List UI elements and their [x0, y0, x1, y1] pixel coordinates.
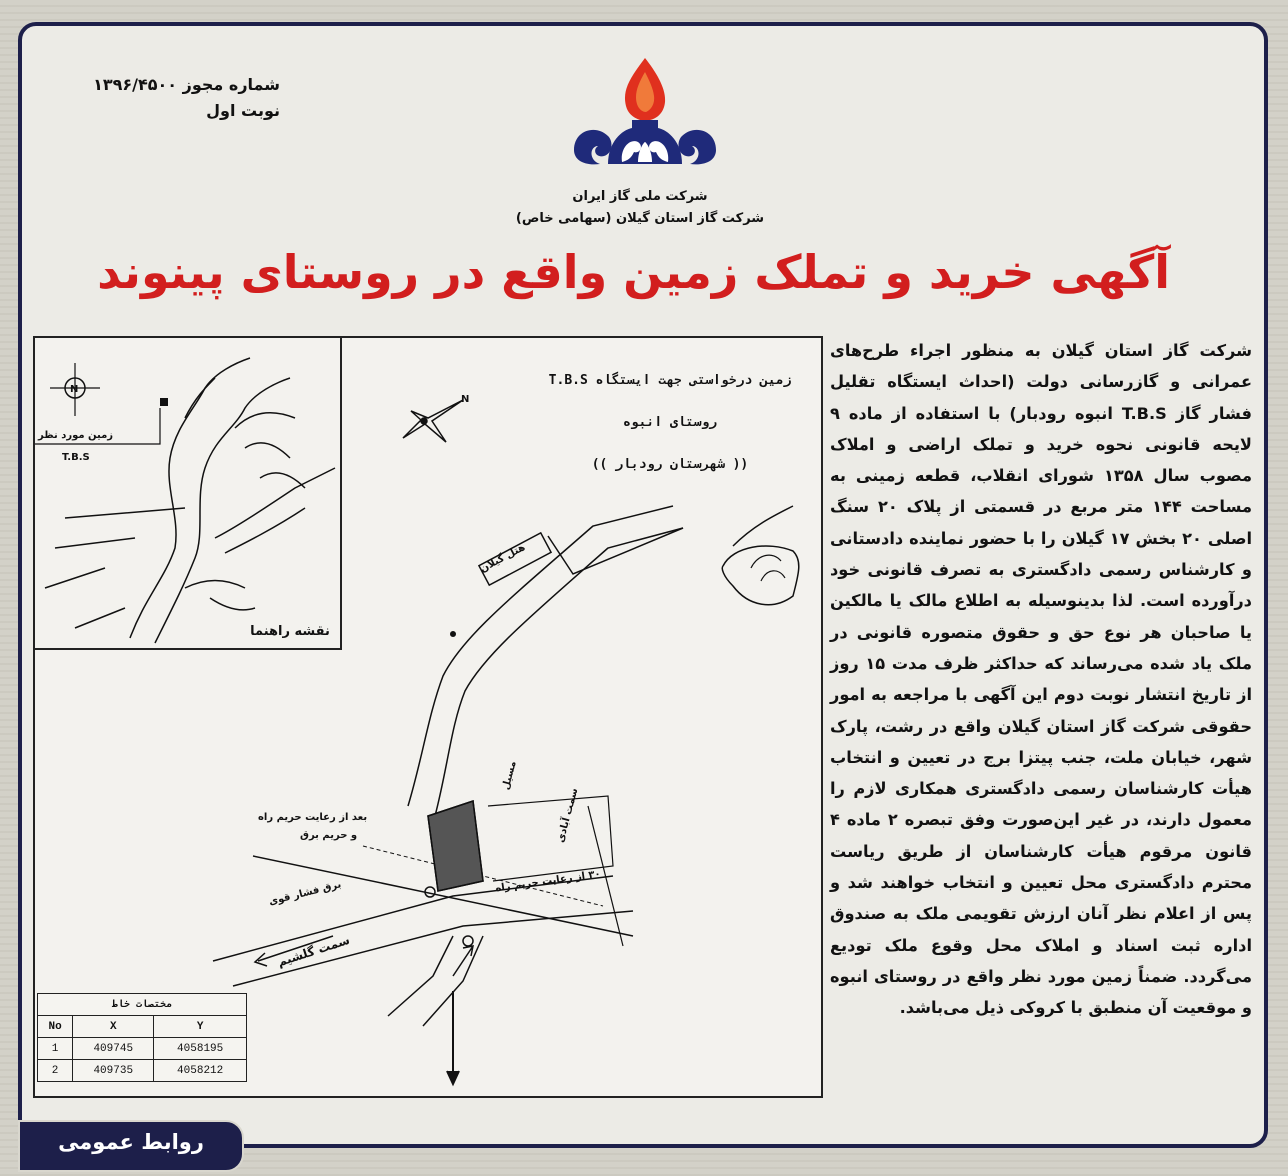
power-line-label: برق فشار قوی: [267, 879, 343, 908]
setback-label: بعد از رعایت حریم راه: [258, 812, 368, 823]
flame-logo-icon: [560, 50, 730, 180]
plot-hatched: [428, 801, 483, 891]
inset-map-drawing: [35, 338, 340, 648]
table-cell: 4058195: [154, 1038, 247, 1060]
public-relations-label: روابط عمومی: [58, 1130, 204, 1154]
compass-rose-icon: [403, 400, 463, 442]
permit-number: شماره مجوز ۱۳۹۶/۴۵۰۰: [93, 75, 280, 94]
map-title-line1: زمین درخواستی جهت ایستگاه T.B.S: [548, 373, 792, 388]
inset-tbs-label: T.B.S: [62, 452, 90, 463]
notice-body: شرکت گاز استان گیلان به منظور اجراء طرح‌های عمرانی و گازرسانی دولت (احداث ایستگاه تقلیل فشار گاز T.B.S انبوه رودبار) با استفاده از ماده ۹ لایحه قانونی نحوه خرید و تملک اراضی و املاک مصوب سال ۱۳۵۸ شورای انقلاب، قطعه زمینی به مساحت ۱۴۴ متر مربع در قسمتی از پلاک ۲۰ سنگ اصلی ۲۰ بخش ۱۷ گیلان را با حضور نماینده دادستانی و کارشناس رسمی دادگستری به تصرف قانونی خود درآورده است. لذا بدینوسیله به اطلاع مالک یا مالکین یا صاحبان هر نوع حق و حقوق متصوره قانونی در ملک یاد شده می‌رساند که حداکثر ظرف مدت ۱۵ روز از تاریخ انتشار نوبت دوم این آگهی با مراجعه به امور حقوقی شرکت گاز استان گیلان واقع در رشت، پارک شهر، خیابان ملت، جنب پیتزا برج در تعیین و انتخاب هیأت کارشناسان رسمی دادگستری همکاری لازم را معمول دارند، در غیر این‌صورت وفق تبصره ۲ ماده ۴ قانون مرقوم هیأت کارشناسان از طریق ریاست محترم دادگستری محل تعیین و انتخاب خواهند شد و پس از اعلام نظر آنان ارزش تقویمی ملک به صندوق اداره ثبت اسناد و املاک محل وقوع ملک تودیع می‌گردد. ضمناً زمین مورد نظر واقع در روستای انبوه و موقعیت آن منطبق با کروکی ذیل می‌باشد.: [830, 341, 1253, 1018]
inset-map: [35, 338, 342, 650]
table-cell: 409745: [73, 1038, 154, 1060]
permit-info: [50, 72, 280, 124]
subsidiary-name: شرکت گاز استان گیلان (سهامی خاص): [515, 211, 765, 226]
coordinates-caption: مختصات خاط: [38, 994, 247, 1016]
side-label-1: سمت آبادی: [555, 787, 581, 844]
table-cell: 4058212: [154, 1060, 247, 1082]
arrow-icon: [453, 946, 473, 976]
setback-label-2: و حریم برق: [300, 830, 358, 841]
side-label-2: مسیل: [500, 759, 519, 792]
company-name: شرکت ملی گاز ایران: [572, 189, 708, 204]
table-row: [38, 1060, 247, 1082]
col-header-y: Y: [154, 1016, 247, 1038]
nigc-logo: [560, 50, 730, 180]
company-block: [440, 186, 840, 230]
table-row: [38, 1038, 247, 1060]
map-title: [520, 360, 820, 486]
table-cell: 1: [38, 1038, 73, 1060]
table-cell: 2: [38, 1060, 73, 1082]
map-title-line3: (( شهرستان رودبار )): [591, 457, 749, 472]
coordinates-table: [37, 993, 247, 1082]
table-cell: 409735: [73, 1060, 154, 1082]
road-ref-label: ۳۰ از رعایت حریم راه: [494, 868, 602, 895]
issue-number: نوبت اول: [206, 101, 280, 120]
compass-n-label: N: [70, 384, 79, 395]
inset-caption: نقشه راهنما: [250, 624, 330, 639]
col-header-no: No: [38, 1016, 73, 1038]
notice-headline: آگهی خرید و تملک زمین واقع در روستای پینوند: [97, 245, 1170, 299]
map-title-line2: روستای انبوه: [623, 415, 717, 430]
arrow-down-icon: [447, 991, 459, 1084]
col-header-x: X: [73, 1016, 154, 1038]
svg-text:N: N: [461, 394, 470, 405]
building-label: هتل گیلان: [478, 542, 528, 575]
inset-site-label: زمین مورد نظر: [38, 430, 114, 441]
direction-label: سمت گلشیم: [275, 932, 352, 970]
